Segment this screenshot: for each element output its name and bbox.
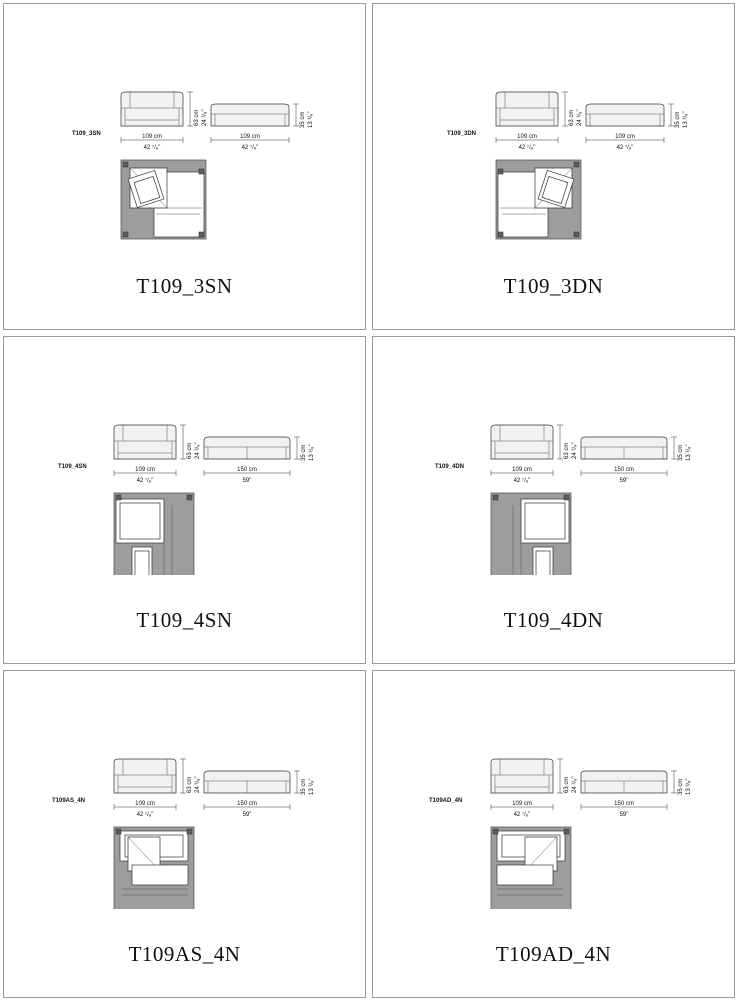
plan-view [121, 160, 206, 239]
cell-caption: T109_4DN [503, 608, 604, 632]
elevation-left [491, 425, 553, 459]
module-cell-t109-3dn[interactable] [372, 3, 735, 330]
dim-left-height-in: 24 ³/₈" [202, 109, 208, 126]
dim-left-width-in: 42 ⁷/₈" [518, 145, 536, 151]
dim-left-width [491, 467, 553, 484]
dim-right-height [294, 437, 315, 461]
dim-right-height-cm: 35 cm [678, 778, 684, 795]
dim-left-height-cm: 63 cm [564, 442, 570, 459]
cell-caption: T109AD_4N [495, 942, 612, 966]
dim-right-width-cm: 150 cm [237, 467, 257, 473]
dim-left-width-cm: 109 cm [512, 467, 532, 473]
model-label: T109_3DN [447, 131, 477, 137]
plan-view [491, 827, 571, 909]
dim-right-width-in: 42 ⁷/₈" [616, 145, 634, 151]
model-label: T109_4SN [58, 464, 87, 470]
dim-right-height [294, 771, 315, 795]
dim-right-height [668, 104, 689, 128]
elevation-left [114, 425, 176, 459]
dim-right-height [293, 104, 314, 128]
cell-caption: T109_3DN [503, 274, 604, 298]
dim-right-width [581, 801, 667, 818]
dim-right-width-in: 59" [619, 812, 629, 818]
cell-caption: T109_3SN [136, 274, 233, 298]
elevation-left [121, 92, 183, 126]
dim-left-height [557, 425, 578, 459]
dim-right-width [586, 134, 664, 151]
elevation-right [211, 104, 289, 126]
diagram-t109-4dn [373, 355, 734, 575]
dim-right-width [211, 134, 289, 151]
dim-right-height-cm: 35 cm [301, 444, 307, 461]
dim-left-height-cm: 63 cm [187, 442, 193, 459]
drawing-t109-4sn [4, 355, 373, 575]
dim-right-width-cm: 109 cm [615, 134, 635, 140]
dim-right-width [581, 467, 667, 484]
dim-left-height [180, 425, 201, 459]
drawing-t109-4dn [373, 355, 738, 575]
dim-right-width-in: 59" [242, 478, 252, 484]
dim-right-height-in: 13 ³/₈" [309, 778, 315, 795]
dim-right-height-cm: 35 cm [675, 111, 681, 128]
dim-left-height-in: 24 ³/₈" [572, 442, 578, 459]
diagram-t109-3dn [373, 22, 734, 242]
dim-left-height [562, 92, 583, 126]
elevation-right [581, 771, 667, 793]
diagram-t109ad-4n [373, 689, 734, 909]
dim-left-height-in: 24 ³/₈" [577, 109, 583, 126]
dim-left-height-cm: 63 cm [569, 109, 575, 126]
drawing-t109-3sn [4, 22, 373, 242]
elevation-left [496, 92, 558, 126]
elevation-left [491, 759, 553, 793]
diagram-t109-4sn [4, 355, 365, 575]
model-label: T109_4DN [435, 464, 465, 470]
dim-left-height-in: 24 ³/₈" [572, 776, 578, 793]
model-label: T109_3SN [72, 131, 101, 137]
dim-right-height-cm: 35 cm [301, 778, 307, 795]
dim-right-width-in: 42 ⁷/₈" [241, 145, 259, 151]
drawing-t109as-4n [4, 689, 373, 909]
dim-left-height [187, 92, 208, 126]
dim-right-height-in: 13 ³/₈" [309, 444, 315, 461]
cell-caption: T109AS_4N [128, 942, 241, 966]
dim-right-height-cm: 35 cm [300, 111, 306, 128]
diagram-t109as-4n [4, 689, 365, 909]
dim-right-height-cm: 35 cm [678, 444, 684, 461]
dim-right-height-in: 13 ³/₈" [683, 111, 689, 128]
dim-left-width-cm: 109 cm [135, 801, 155, 807]
module-cell-t109-4dn[interactable] [372, 336, 735, 664]
dim-left-width [121, 134, 183, 151]
dim-left-height [180, 759, 201, 793]
plan-view [114, 493, 194, 575]
dim-left-width-cm: 109 cm [512, 801, 532, 807]
elevation-right [204, 437, 290, 459]
model-label: T109AS_4N [52, 798, 86, 804]
dim-right-width-in: 59" [619, 478, 629, 484]
elevation-right [586, 104, 664, 126]
module-cell-t109as-4n[interactable] [3, 670, 366, 998]
dim-left-height-in: 24 ³/₈" [195, 442, 201, 459]
dim-left-width-in: 42 ⁷/₈" [513, 812, 531, 818]
dim-left-width [496, 134, 558, 151]
dim-left-height-cm: 63 cm [187, 776, 193, 793]
cell-caption: T109_4SN [136, 608, 233, 632]
dim-right-height [671, 437, 692, 461]
dim-right-height-in: 13 ³/₈" [686, 444, 692, 461]
dim-left-height [557, 759, 578, 793]
dim-left-width-cm: 109 cm [135, 467, 155, 473]
dim-left-height-cm: 63 cm [194, 109, 200, 126]
diagram-t109-3sn [4, 22, 365, 242]
elevation-right [204, 771, 290, 793]
plan-view [114, 827, 194, 909]
elevation-right [581, 437, 667, 459]
dim-right-height-in: 13 ³/₈" [308, 111, 314, 128]
model-label: T109AD_4N [429, 798, 463, 804]
dim-left-width-in: 42 ⁷/₈" [136, 812, 154, 818]
elevation-left [114, 759, 176, 793]
dim-left-width-cm: 109 cm [517, 134, 537, 140]
dim-right-width [204, 801, 290, 818]
dim-right-width-cm: 150 cm [614, 467, 634, 473]
dim-right-width-cm: 150 cm [614, 801, 634, 807]
drawing-t109ad-4n [373, 689, 738, 909]
dim-right-height-in: 13 ³/₈" [686, 778, 692, 795]
module-cell-t109-4sn[interactable] [3, 336, 366, 664]
dim-right-width-cm: 150 cm [237, 801, 257, 807]
dim-left-width-in: 42 ⁷/₈" [513, 478, 531, 484]
module-cell-t109ad-4n[interactable] [372, 670, 735, 998]
module-cell-t109-3sn[interactable] [3, 3, 366, 330]
dim-left-width-cm: 109 cm [142, 134, 162, 140]
dim-left-width-in: 42 ⁷/₈" [136, 478, 154, 484]
plan-view [491, 493, 571, 575]
dim-left-width [491, 801, 553, 818]
dim-right-height [671, 771, 692, 795]
dim-right-width-in: 59" [242, 812, 252, 818]
drawing-t109-3dn [373, 22, 738, 242]
dim-left-height-cm: 63 cm [564, 776, 570, 793]
dim-right-width-cm: 109 cm [240, 134, 260, 140]
dim-left-height-in: 24 ³/₈" [195, 776, 201, 793]
dim-left-width [114, 467, 176, 484]
plan-view [496, 160, 581, 239]
dim-right-width [204, 467, 290, 484]
dim-left-width-in: 42 ⁷/₈" [143, 145, 161, 151]
dim-left-width [114, 801, 176, 818]
